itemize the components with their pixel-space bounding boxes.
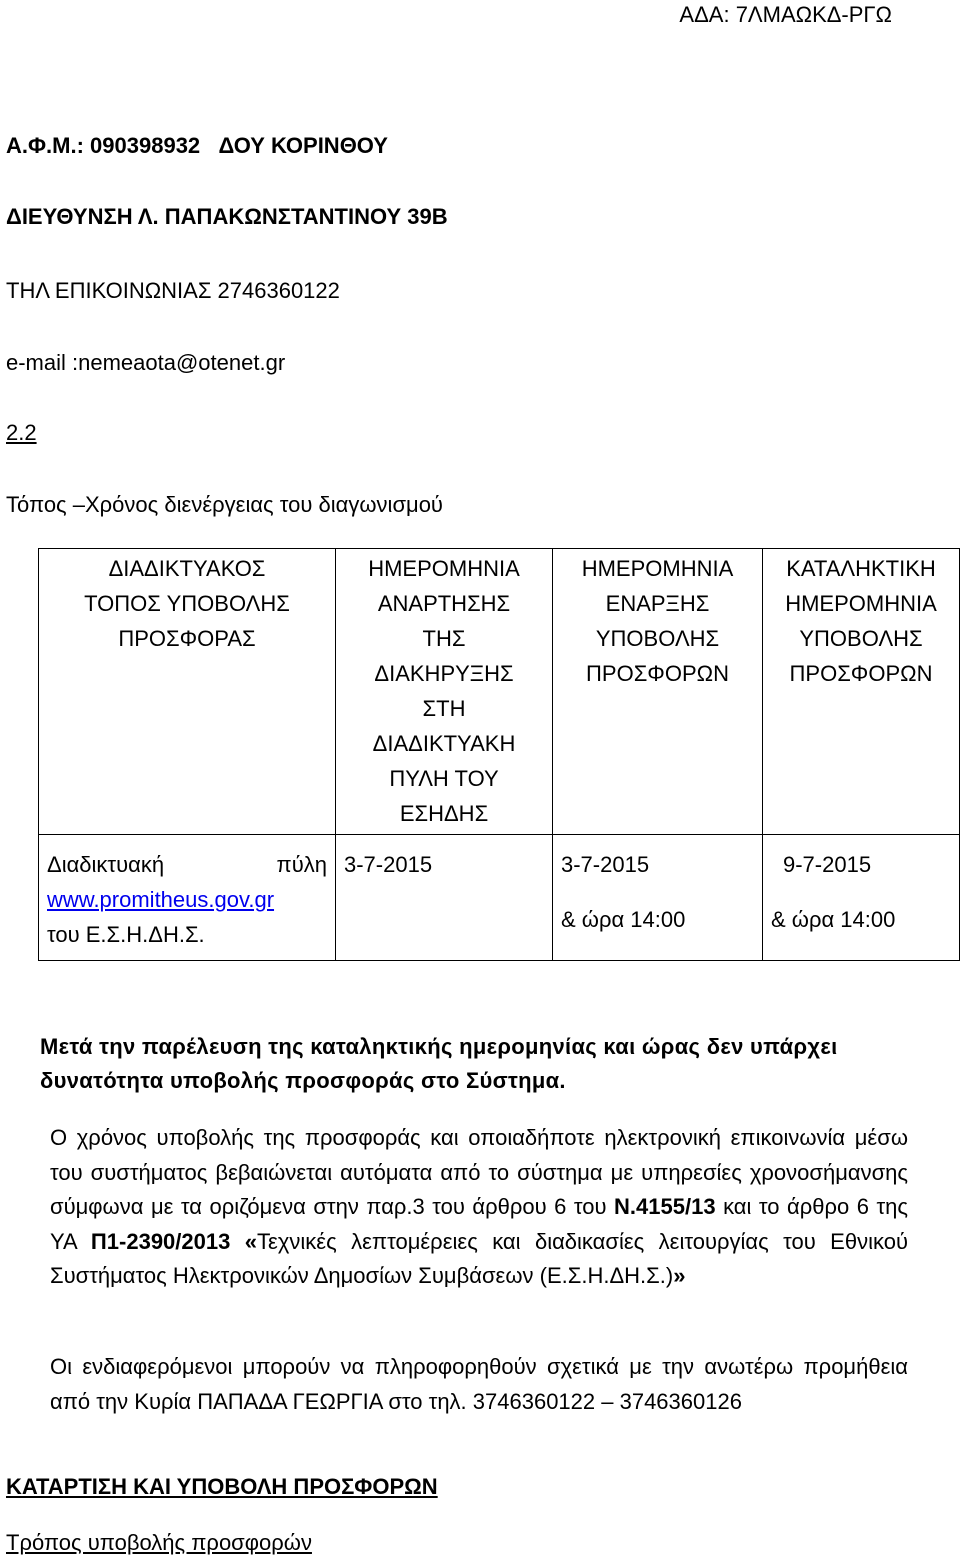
ada-code: ΑΔΑ: 7ΛΜΑΩΚΔ-ΡΓΩ	[679, 2, 892, 27]
schedule-table	[38, 548, 960, 961]
portal-link[interactable]: www.promitheus.gov.gr	[47, 887, 275, 912]
phone-line: ΤΗΛ ΕΠΙΚΟΙΝΩΝΙΑΣ 2746360122	[6, 278, 340, 303]
table-header-row	[39, 549, 960, 835]
header-cell-start-date: ΗΜΕΡΟΜΗΝΙΑ ΕΝΑΡΞΗΣ ΥΠΟΒΟΛΗΣ ΠΡΟΣΦΟΡΩΝ	[553, 549, 763, 835]
header-cell-deadline: ΚΑΤΑΛΗΚΤΙΚΗ ΗΜΕΡΟΜΗΝΙΑ ΥΠΟΒΟΛΗΣ ΠΡΟΣΦΟΡΩΝ	[763, 549, 960, 835]
header-cell-posting-date: ΗΜΕΡΟΜΗΝΙΑ ΑΝΑΡΤΗΣΗΣ ΤΗΣ ΔΙΑΚΗΡΥΞΗΣ ΣΤΗ ΔΙΑΔΙΚΤΥΑΚΗ ΠΥΛΗ ΤΟΥ ΕΣΗΔΗΣ	[336, 549, 553, 835]
afm-line	[6, 133, 388, 159]
section-number: 2.2	[6, 420, 37, 445]
posting-date-cell: 3-7-2015	[336, 835, 553, 961]
paragraph-contact: Οι ενδιαφερόμενοι μπορούν να πληροφορηθούν σχετικά με την ανωτέρω προμήθεια από την Κυρία ΠΑΠΑΔΑ ΓΕΩΡΓΙΑ στο τηλ. 3746360122 – 3746360126	[50, 1354, 908, 1414]
afm-number: Α.Φ.Μ.: 090398932	[6, 133, 201, 158]
doy-name: ΔΟΥ ΚΟΡΙΝΘΟΥ	[218, 133, 388, 158]
deadline-cell: 9-7-2015 & ώρα 14:00	[763, 835, 960, 961]
paragraph-timestamp: Ο χρόνος υποβολής της προσφοράς και οποιαδήποτε ηλεκτρονική επικοινωνία μέσω του συστήματος βεβαιώνεται αυτόματα από το σύστημα με υπηρεσίες χρονοσήμανσης σύμφωνα με τα οριζόμενα στην παρ.3 του άρθρου 6 του Ν.4155/13 και το άρθρο 6 της ΥΑ Π1-2390/2013 «Τεχνικές λεπτομέρειες και διαδικασίες λειτουργίας του Εθνικού Συστήματος Ηλεκτρονικών Δημοσίων Συμβάσεων (Ε.Σ.Η.ΔΗ.Σ.)»	[50, 1125, 909, 1288]
law-reference: Ν.4155/13	[614, 1194, 716, 1219]
email-line: e-mail :nemeaota@otenet.gr	[6, 350, 286, 375]
portal-cell: Διαδικτυακή πύλη www.promitheus.gov.gr του Ε.Σ.Η.ΔΗ.Σ.	[39, 835, 336, 961]
deadline-notice: Μετά την παρέλευση της καταληκτικής ημερομηνίας και ώρας δεν υπάρχει δυνατότητα υποβολής προσφοράς στο Σύστημα.	[40, 1034, 838, 1093]
section-title: Τόπος –Χρόνος διενέργειας του διαγωνισμού	[6, 492, 443, 517]
address-line: ΔΙΕΥΘΥΝΣΗ Λ. ΠΑΠΑΚΩΝΣΤΑΝΤΙΝΟΥ 39Β	[6, 204, 448, 229]
table-row	[39, 835, 960, 961]
decision-reference: Π1-2390/2013	[90, 1228, 231, 1254]
section-subheading: Τρόπος υποβολής προσφορών	[6, 1530, 312, 1555]
start-date-cell: 3-7-2015 & ώρα 14:00	[553, 835, 763, 961]
section-heading: ΚΑΤΑΡΤΙΣΗ ΚΑΙ ΥΠΟΒΟΛΗ ΠΡΟΣΦΟΡΩΝ	[6, 1474, 438, 1499]
header-cell-portal: ΔΙΑΔΙΚΤΥΑΚΟΣ ΤΟΠΟΣ ΥΠΟΒΟΛΗΣ ΠΡΟΣΦΟΡΑΣ	[39, 549, 336, 835]
